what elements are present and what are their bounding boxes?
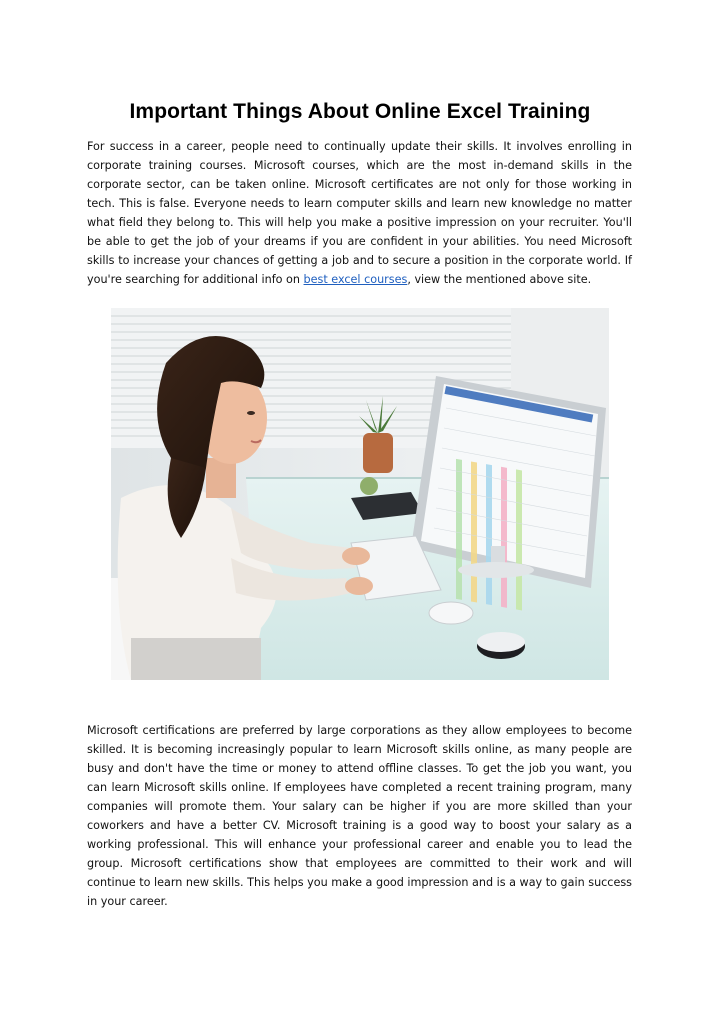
intro-text: For success in a career, people need to continually update their skills. It involves enrolling in corporate training courses. Microsoft courses, which are the most in-demand skills in the corporate sector, can be taken online. Microsoft certificates are not only for those working in tech. This is false. Everyone needs to learn computer skills and learn new knowledge no matter what field they belong to. This will help you make a positive impression on your recruiter. You'll be able to get the job of your dreams if you are confident in your abilities. You need Microsoft skills to increase your chances of getting a job and to secure a position in the corporate world. If you're searching for additional info on [87,140,632,286]
best-excel-courses-link[interactable]: best excel courses [303,273,408,286]
body-paragraph: Microsoft certifications are preferred by large corporations as they allow employees to become skilled. It is becoming increasingly popular to learn Microsoft skills online, as many people are busy and don't have the time or money to attend offline classes. To get the job you want, you can learn Microsoft skills online. If employees have completed a recent training program, many companies will promote them. Your salary can be higher if you are more skilled than your coworkers and have a better CV. Microsoft training is a good way to boost your salary as a working professional. This will enhance your professional career and enable you to lead the group. Microsoft certifications show that employees are committed to their work and will continue to learn new skills. This helps you make a good impression and is a way to gain success in your career. [87,724,632,908]
intro-text-tail: , view the mentioned above site. [407,273,592,286]
woman-at-computer-photo [111,308,609,680]
page-title: Important Things About Online Excel Training [129,100,591,124]
intro-paragraph [87,137,632,289]
